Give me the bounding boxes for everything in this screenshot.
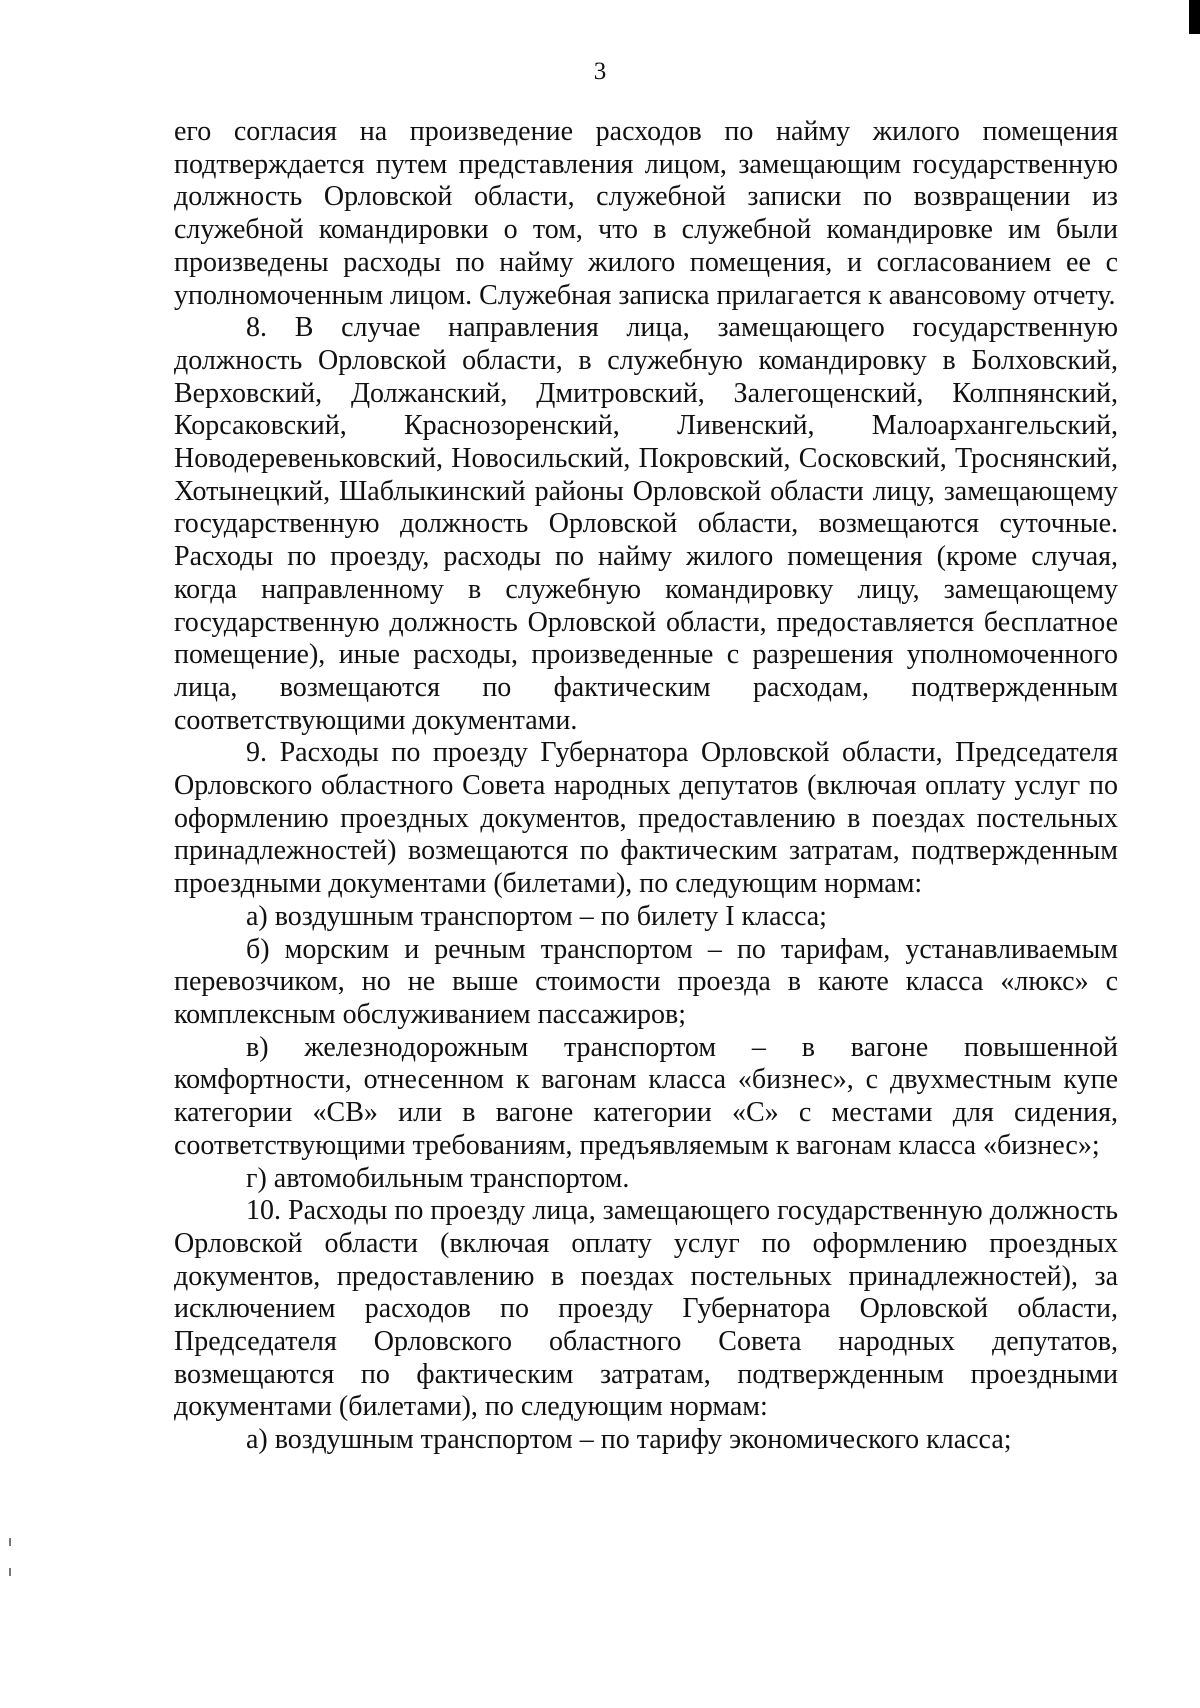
document-body bbox=[174, 116, 1118, 1457]
scan-speck bbox=[9, 1568, 11, 1576]
paragraph-item-8: 8. В случае направления лица, замещающего государственную должность Орловской области, в служебную командировку в Болховский, Верховский, Должанский, Дмитровский, Залегощенский, Колпнянский, Корсаковский, Краснозоренский, Ливенский, Малоархангельский, Новодеревеньковский, Новосильский, Покровский, Сосковский, Троснянский, Хотынецкий, Шаблыкинский районы Орловской области лицу, замещающему государственную должность Орловской области, возмещаются суточные. Расходы по проезду, расходы по найму жилого помещения (кроме случая, когда направленному в служебную командировку лицу, замещающему государственную должность Орловской области, предоставляется бесплатное помещение), иные расходы, произведенные с разрешения уполномоченного лица, возмещаются по фактическим расходам, подтвержденным соответствующими документами. bbox=[174, 312, 1118, 736]
scan-speck bbox=[9, 1538, 11, 1546]
subitem-9c: в) железнодорожным транспортом – в вагоне повышенной комфортности, отнесенном к вагонам класса «бизнес», с двухместным купе категории «СВ» или в вагоне категории «С» с местами для сидения, соответствующими требованиям, предъявляемым к вагонам класса «бизнес»; bbox=[174, 1031, 1118, 1161]
page-number: 3 bbox=[593, 58, 607, 85]
subitem-9b: б) морским и речным транспортом – по тарифам, устанавливаемым перевозчиком, но не выше стоимости проезда в каюте класса «люкс» с комплексным обслуживанием пассажиров; bbox=[174, 933, 1118, 1030]
paragraph-continuation: его согласия на произведение расходов по найму жилого помещения подтверждается путем представления лицом, замещающим государственную должность Орловской области, служебной записки по возвращении из служебной командировки о том, что в служебной командировке им были произведены расходы по найму жилого помещения, и согласованием ее с уполномоченным лицом. Служебная записка прилагается к авансовому отчету. bbox=[174, 116, 1118, 311]
subitem-10a: а) воздушным транспортом – по тарифу экономического класса; bbox=[246, 1424, 1012, 1456]
paragraph-item-9: 9. Расходы по проезду Губернатора Орловской области, Председателя Орловского областного Совета народных депутатов (включая оплату услуг по оформлению проездных документов, предоставлению в поездах постельных принадлежностей) возмещаются по фактическим затратам, подтвержденным проездными документами (билетами), по следующим нормам: bbox=[174, 737, 1118, 900]
subitem-9a: а) воздушным транспортом – по билету I класса; bbox=[246, 900, 827, 932]
paragraph-item-10: 10. Расходы по проезду лица, замещающего государственную должность Орловской области (включая оплату услуг по оформлению проездных документов, предоставлению в поездах постельных принадлежностей), за исключением расходов по проезду Губернатора Орловской области, Председателя Орловского областного Совета народных депутатов, возмещаются по фактическим затратам, подтвержденным проездными документами (билетами), по следующим нормам: bbox=[174, 1195, 1118, 1423]
subitem-9d: г) автомобильным транспортом. bbox=[246, 1162, 630, 1194]
scan-edge-mark bbox=[1189, 0, 1200, 34]
